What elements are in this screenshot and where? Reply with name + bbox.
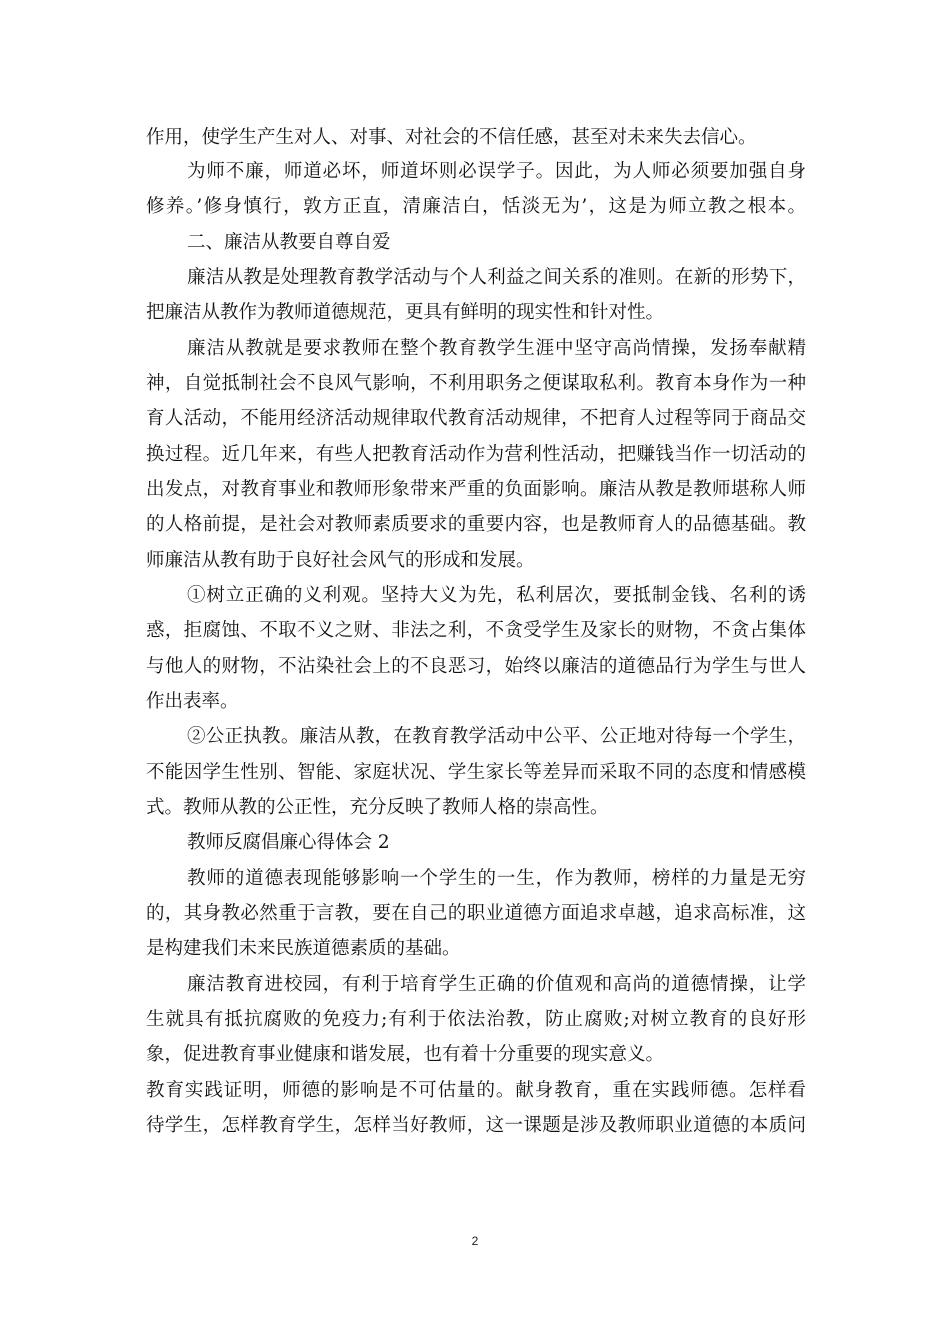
- paragraph-line: 廉洁教育进校园，有利于培育学生正确的价值观和高尚的道德情操，让学: [187, 974, 806, 995]
- paragraph-line: 出发点，对教育事业和教师形象带来严重的负面影响。廉洁从教是教师堪称人师: [146, 479, 806, 500]
- paragraph-line: 的，其身教必然重于言教，要在自己的职业道德方面追求卓越，追求高标准，这: [146, 903, 806, 924]
- paragraph-line: 换过程。近几年来，有些人把教育活动作为营利性活动，把赚钱当作一切活动的: [146, 444, 806, 465]
- paragraph-line: 修养。’修身慎行，敦方正直，清廉洁白，恬淡无为’，这是为师立教之根本。: [146, 196, 806, 217]
- paragraph-line: 为师不廉，师道必坏，师道坏则必误学子。因此，为人师必须要加强自身: [187, 161, 806, 182]
- paragraph-line: 教师的道德表现能够影响一个学生的一生，作为教师，榜样的力量是无穷: [187, 868, 806, 889]
- paragraph-line: 不能因学生性别、智能、家庭状况、学生家长等差异而采取不同的态度和情感模: [146, 762, 806, 783]
- paragraph-line: 惑，拒腐蚀、不取不义之财、非法之利，不贪受学生及家长的财物，不贪占集体: [146, 620, 806, 641]
- paragraph-line: 师廉洁从教有助于良好社会风气的形成和发展。: [146, 550, 535, 571]
- paragraph-line: 生就具有抵抗腐败的免疫力;有利于依法治教，防止腐败;对树立教育的良好形: [146, 1009, 806, 1030]
- paragraph-line: 作出表率。: [146, 691, 239, 712]
- paragraph-line: 教育实践证明，师德的影响是不可估量的。献身教育，重在实践师德。怎样看: [146, 1080, 806, 1101]
- paragraph-line: 是构建我们未来民族道德素质的基础。: [146, 938, 461, 959]
- paragraph-line: 育人活动，不能用经济活动规律取代教育活动规律，不把育人过程等同于商品交: [146, 408, 806, 429]
- paragraph-line: 的人格前提，是社会对教师素质要求的重要内容，也是教师育人的品德基础。教: [146, 514, 806, 535]
- page-number: 2: [471, 1234, 479, 1248]
- paragraph-line: 把廉洁从教作为教师道德规范，更具有鲜明的现实性和针对性。: [146, 302, 665, 323]
- paragraph-line: 廉洁从教是处理教育教学活动与个人利益之间关系的准则。在新的形势下，: [187, 267, 806, 288]
- paragraph-line: 廉洁从教就是要求教师在整个教育教学生涯中坚守高尚情操，发扬奉献精: [187, 338, 806, 359]
- paragraph-line: 作用，使学生产生对人、对事、对社会的不信任感，甚至对未来失去信心。: [146, 127, 757, 148]
- section-heading: 二、廉洁从教要自尊自爱: [187, 232, 391, 253]
- section-heading: 教师反腐倡廉心得体会 2: [187, 832, 390, 853]
- paragraph-line: 神，自觉抵制社会不良风气影响，不利用职务之便谋取私利。教育本身作为一种: [146, 373, 806, 394]
- paragraph-line: 与他人的财物，不沾染社会上的不良恶习，始终以廉洁的道德品行为学生与世人: [146, 656, 806, 677]
- paragraph-line: 象，促进教育事业健康和谐发展，也有着十分重要的现实意义。: [146, 1044, 665, 1065]
- paragraph-line: 式。教师从教的公正性，充分反映了教师人格的崇高性。: [146, 797, 609, 818]
- paragraph-line: ①树立正确的义利观。坚持大义为先，私利居次，要抵制金钱、名利的诱: [187, 585, 806, 606]
- paragraph-line: 待学生，怎样教育学生，怎样当好教师，这一课题是涉及教师职业道德的本质问: [146, 1115, 806, 1136]
- paragraph-line: ②公正执教。廉洁从教，在教育教学活动中公平、公正地对待每一个学生，: [187, 726, 806, 747]
